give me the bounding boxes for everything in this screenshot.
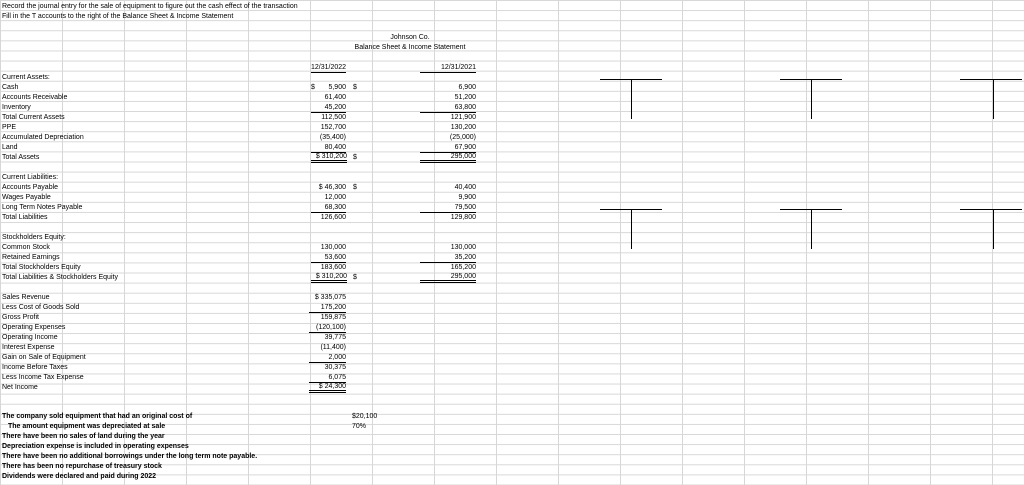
equity-label: Total Liabilities & Stockholders Equity [2, 274, 118, 281]
income-label: Gain on Sale of Equipment [2, 354, 86, 361]
income-label: Interest Expense [2, 344, 55, 351]
income-label: Less Income Tax Expense [2, 374, 84, 381]
asset-2021-value: 67,900 [420, 143, 476, 153]
asset-2022-value: 112,500 [321, 114, 346, 121]
asset-label: Total Assets [2, 154, 40, 161]
equity-2021-value: 130,000 [450, 244, 476, 251]
asset-2022-value: 45,200 [311, 103, 346, 113]
asset-2021-value: 63,800 [420, 103, 476, 113]
income-value: 39,775 [324, 334, 346, 341]
liability-2021-value: 40,400 [454, 184, 476, 191]
income-value: 175,200 [309, 303, 346, 313]
income-value: $ 335,075 [314, 294, 346, 301]
income-label: Operating Income [2, 334, 58, 341]
equity-2021-value: 295,000 [420, 272, 476, 283]
asset-2021-value: 6,900 [458, 84, 476, 91]
equity-2022-value: $ 310,200 [311, 272, 347, 283]
income-value: $ 24,300 [309, 382, 346, 393]
asset-2021-currency: $ [353, 84, 357, 91]
note-text: Depreciation expense is included in operating expenses [2, 443, 189, 450]
income-value: 2,000 [309, 353, 346, 363]
equity-2021-value: 35,200 [420, 253, 476, 263]
asset-2021-value: 130,200 [450, 124, 476, 131]
asset-label: Total Current Assets [2, 114, 65, 121]
income-label: Income Before Taxes [2, 364, 68, 371]
column-header-2021: 12/31/2021 [420, 63, 476, 73]
asset-2022-value: 152,700 [320, 124, 346, 131]
column-header-2022: 12/31/2022 [311, 64, 347, 71]
liability-2022-value: $ 46,300 [318, 184, 346, 191]
income-value: 159,875 [320, 314, 346, 321]
income-value: (11,400) [320, 344, 346, 351]
asset-2022-value: (35,400) [319, 134, 346, 141]
instruction-line-2: Fill in the T accounts to the right of the Balance Sheet & Income Statement [2, 13, 234, 20]
asset-2021-value: 121,900 [450, 114, 476, 121]
equity-label: Retained Earnings [2, 254, 60, 261]
income-label: Gross Profit [2, 314, 39, 321]
section-header-current-assets: Current Assets: [2, 74, 50, 81]
asset-2022-value: 80,400 [311, 143, 346, 153]
income-label: Operating Expenses [2, 324, 66, 331]
instruction-line-1: Record the journal entry for the sale of equipment to figure out the cash effect of the transaction [2, 3, 298, 10]
income-value: 6,075 [309, 373, 346, 383]
income-value: 30,375 [324, 364, 346, 371]
note-text: The amount equipment was depreciated at sale [8, 423, 166, 430]
liability-2021-currency: $ [353, 184, 357, 191]
liability-label: Total Liabilities [2, 214, 48, 221]
liability-2022-value: 12,000 [324, 194, 346, 201]
liability-label: Wages Payable [2, 194, 51, 201]
asset-label: Inventory [2, 104, 31, 111]
note-value: 70% [352, 423, 367, 430]
liability-label: Accounts Payable [2, 184, 59, 191]
note-text: The company sold equipment that had an original cost of [2, 413, 193, 420]
asset-2021-value: (25,000) [449, 134, 476, 141]
asset-2021-value: 295,000 [420, 152, 476, 163]
income-label: Less Cost of Goods Sold [2, 304, 80, 311]
note-text: There has been no repurchase of treasury stock [2, 463, 162, 470]
liability-2021-value: 9,900 [458, 194, 476, 201]
income-label: Sales Revenue [2, 294, 50, 301]
liability-label: Long Term Notes Payable [2, 204, 83, 211]
equity-label: Total Stockholders Equity [2, 264, 81, 271]
note-text: There have been no additional borrowings under the long term note payable. [2, 453, 258, 460]
equity-2021-value: 165,200 [450, 264, 476, 271]
note-text: There have been no sales of land during the year [2, 433, 165, 440]
asset-2022-currency: $ [311, 84, 315, 91]
asset-label: Accumulated Depreciation [2, 134, 84, 141]
equity-label: Common Stock [2, 244, 50, 251]
liability-2021-value: 129,800 [450, 214, 476, 221]
note-value: $20,100 [352, 413, 378, 420]
liability-2022-value: 126,600 [320, 214, 346, 221]
note-text: Dividends were declared and paid during 2022 [2, 473, 157, 480]
asset-2021-value: 51,200 [454, 94, 476, 101]
section-header-current-liabilities: Current Liabilities: [2, 174, 59, 181]
equity-2022-value: 53,600 [311, 253, 346, 263]
income-label: Net Income [2, 384, 38, 391]
statement-title: Balance Sheet & Income Statement [354, 44, 466, 51]
equity-2022-value: 183,600 [320, 264, 346, 271]
asset-2022-value: 5,900 [328, 84, 346, 91]
asset-label: Accounts Receivable [2, 94, 68, 101]
asset-2021-currency: $ [353, 154, 357, 161]
asset-label: PPE [2, 124, 17, 131]
liability-2021-value: 79,500 [420, 203, 476, 213]
equity-2022-value: 130,000 [320, 244, 346, 251]
asset-label: Land [2, 144, 18, 151]
liability-2022-value: 68,300 [311, 203, 346, 213]
asset-label: Cash [2, 84, 19, 91]
asset-2022-value: $ 310,200 [311, 152, 347, 163]
income-value: (120,100) [309, 323, 346, 333]
asset-2022-value: 61,400 [324, 94, 346, 101]
company-name: Johnson Co. [390, 34, 430, 41]
section-header-stockholders-equity: Stockholders Equity: [2, 234, 66, 241]
equity-2021-currency: $ [353, 274, 357, 281]
